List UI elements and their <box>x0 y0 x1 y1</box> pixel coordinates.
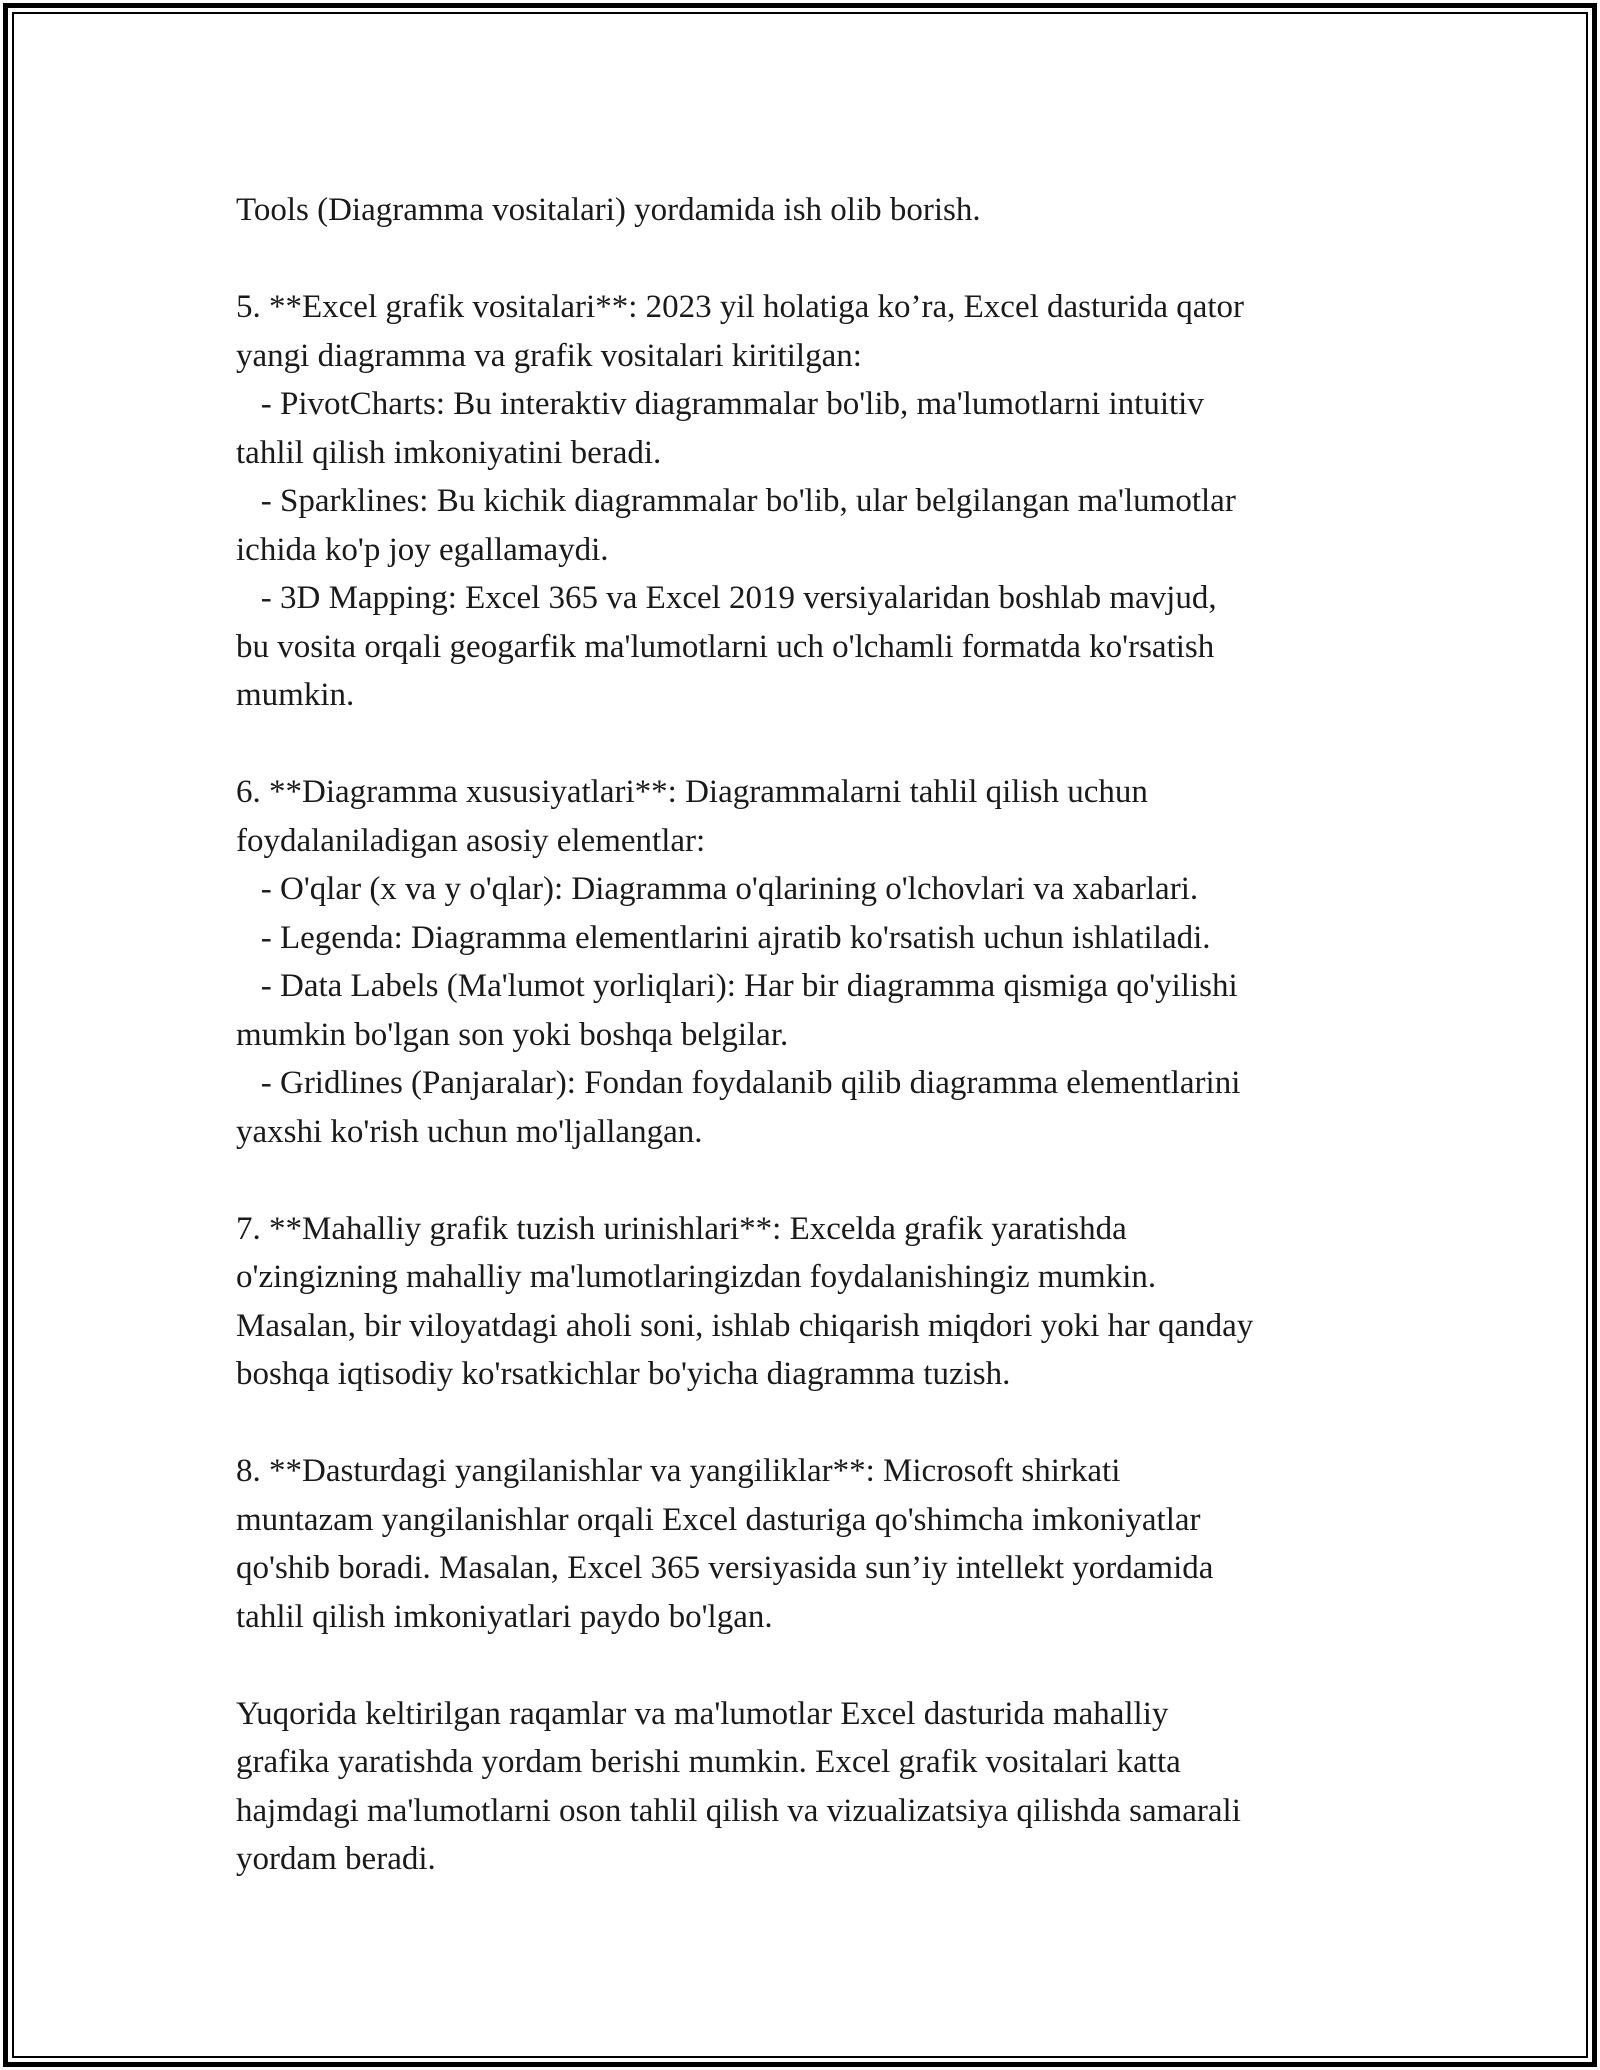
paragraph-gap <box>236 720 1396 769</box>
text-line: qo'shib boradi. Masalan, Excel 365 versiyasida sun’iy intellekt yordamida <box>236 1550 1214 1586</box>
text-line: - PivotCharts: Bu interaktiv diagrammalar bo'lib, ma'lumotlarni intuitiv <box>236 386 1204 422</box>
text-line: yaxshi ko'rish uchun mo'ljallangan. <box>236 1113 703 1150</box>
text-line: - Legenda: Diagramma elementlarini ajratib ko'rsatish uchun ishlatiladi. <box>236 919 1211 956</box>
document-body <box>236 186 1396 1884</box>
text-line: Yuqorida keltirilgan raqamlar va ma'lumotlar Excel dasturida mahalliy <box>236 1695 1169 1732</box>
paragraph-gap <box>236 1641 1396 1690</box>
paragraph-section-5 <box>236 283 1396 720</box>
text-line: boshqa iqtisodiy ko'rsatkichlar bo'yicha diagramma tuzish. <box>236 1356 1011 1392</box>
text-line: - Gridlines (Panjaralar): Fondan foydalanib qilib diagramma elementlarini <box>236 1065 1241 1101</box>
text-line: - O'qlar (x va y o'qlar): Diagramma o'qlarining o'lchovlari va xabarlari. <box>236 871 1199 907</box>
text-line: - 3D Mapping: Excel 365 va Excel 2019 versiyalaridan boshlab mavjud, <box>236 580 1217 616</box>
paragraph-gap <box>236 235 1396 284</box>
text-line: Masalan, bir viloyatdagi aholi soni, ishlab chiqarish miqdori yoki har qanday <box>236 1307 1254 1344</box>
text-line: muntazam yangilanishlar orqali Excel dasturiga qo'shimcha imkoniyatlar <box>236 1501 1201 1538</box>
text-line: - Sparklines: Bu kichik diagrammalar bo'lib, ular belgilangan ma'lumotlar <box>236 483 1236 519</box>
text-line: yangi diagramma va grafik vositalari kiritilgan: <box>236 337 862 374</box>
text-line: tahlil qilish imkoniyatlari paydo bo'lgan. <box>236 1598 773 1635</box>
text-line: mumkin. <box>236 677 355 713</box>
text-line: bu vosita orqali geogarfik ma'lumotlarni uch o'lchamli formatda ko'rsatish <box>236 628 1215 665</box>
text-line: o'zingizning mahalliy ma'lumotlaringizdan foydalanishingiz mumkin. <box>236 1259 1157 1295</box>
text-line: Tools (Diagramma vositalari) yordamida ish olib borish. <box>236 192 981 228</box>
text-line: hajmdagi ma'lumotlarni oson tahlil qilish va vizualizatsiya qilishda samarali <box>236 1792 1241 1829</box>
text-line: 8. **Dasturdagi yangilanishlar va yangiliklar**: Microsoft shirkati <box>236 1453 1121 1489</box>
paragraph-intro-continuation <box>236 186 1396 235</box>
text-line: tahlil qilish imkoniyatini beradi. <box>236 434 662 471</box>
paragraph-section-8 <box>236 1447 1396 1641</box>
paragraph-conclusion <box>236 1690 1396 1884</box>
text-line: foydalaniladigan asosiy elementlar: <box>236 822 706 859</box>
text-line: - Data Labels (Ma'lumot yorliqlari): Har bir diagramma qismiga qo'yilishi <box>236 968 1238 1004</box>
text-line: yordam beradi. <box>236 1841 436 1877</box>
text-line: mumkin bo'lgan son yoki boshqa belgilar. <box>236 1016 789 1053</box>
text-line: ichida ko'p joy egallamaydi. <box>236 531 609 568</box>
text-line: 7. **Mahalliy grafik tuzish urinishlari**: Excelda grafik yaratishda <box>236 1210 1127 1247</box>
paragraph-gap <box>236 1156 1396 1205</box>
paragraph-section-6 <box>236 768 1396 1156</box>
paragraph-gap <box>236 1399 1396 1448</box>
paragraph-section-7 <box>236 1205 1396 1399</box>
text-line: 5. **Excel grafik vositalari**: 2023 yil holatiga ko’ra, Excel dasturida qator <box>236 289 1245 325</box>
text-line: grafika yaratishda yordam berishi mumkin. Excel grafik vositalari katta <box>236 1744 1181 1780</box>
text-line: 6. **Diagramma xususiyatlari**: Diagrammalarni tahlil qilish uchun <box>236 774 1148 810</box>
